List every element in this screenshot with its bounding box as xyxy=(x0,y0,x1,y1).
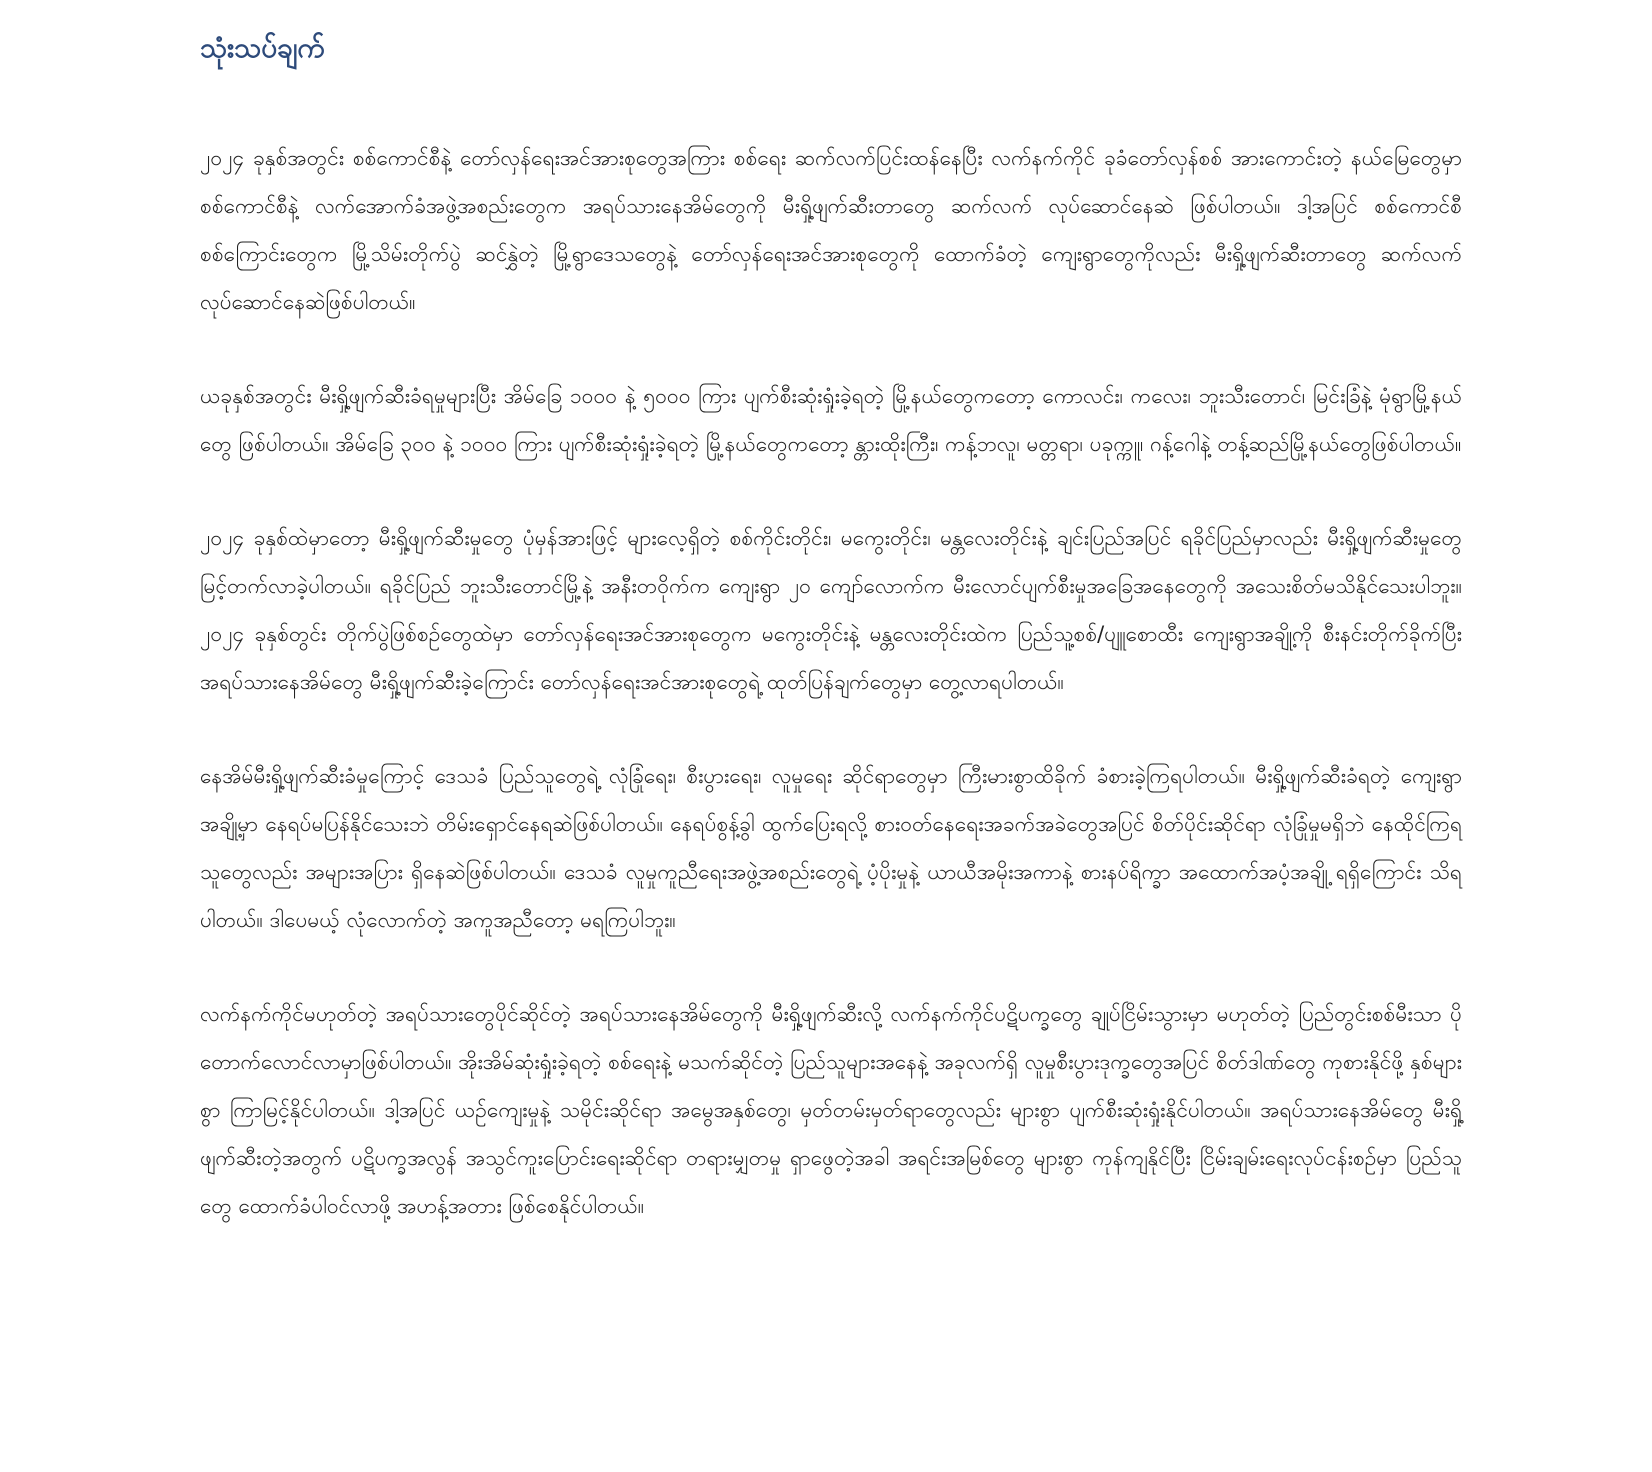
paragraph-1: ၂၀၂၄ ခုနှစ်အတွင်း စစ်ကောင်စီနဲ့ တော်လှန်ရေးအင်အားစုတွေအကြား စစ်ရေး ဆက်လက်ပြင်းထန်နေပြီး လက်နက်ကိုင် ခုခံတော်လှန်စစ် အားကောင်းတဲ့ နယ်မြေတွေမှာ စစ်ကောင်စီနဲ့ လက်အောက်ခံအဖွဲ့အစည်းတွေက အရပ်သားနေအိမ်တွေကို မီးရှို့ဖျက်ဆီးတာတွေ ဆက်လက် လုပ်ဆောင်နေဆဲ ဖြစ်ပါတယ်။ ဒါ့အပြင် စစ်ကောင်စီစစ်ကြောင်းတွေက မြို့သိမ်းတိုက်ပွဲ ဆင်နွှဲတဲ့ မြို့ရွာဒေသတွေနဲ့ တော်လှန်ရေးအင်အားစုတွေကို ထောက်ခံတဲ့ ကျေးရွာတွေကိုလည်း မီးရှို့ဖျက်ဆီးတာတွေ ဆက်လက် လုပ်ဆောင်နေဆဲဖြစ်ပါတယ်။ xyxy=(200,146,1462,314)
paragraph-4: နေအိမ်မီးရှို့ဖျက်ဆီးခံမှုကြောင့် ဒေသခံ ပြည်သူတွေရဲ့ လုံခြုံရေး၊ စီးပွားရေး၊ လူမှုရေး ဆိုင်ရာတွေမှာ ကြီးမားစွာထိခိုက် ခံစားခဲ့ကြရပါတယ်။ မီးရှို့ဖျက်ဆီးခံရတဲ့ ကျေးရွာအချို့မှာ နေရပ်မပြန်နိုင်သေးဘဲ တိမ်းရှောင်နေရဆဲဖြစ်ပါတယ်။ နေရပ်စွန့်ခွါ ထွက်ပြေးရလို့ စားဝတ်နေရေးအခက်အခဲတွေအပြင် စိတ်ပိုင်းဆိုင်ရာ လုံခြုံမှုမရှိဘဲ နေထိုင်ကြရသူတွေလည်း အများအပြား ရှိနေဆဲဖြစ်ပါတယ်။ ဒေသခံ လူမှုကူညီရေးအဖွဲ့အစည်းတွေရဲ့ ပံ့ပိုးမှုနဲ့ ယာယီအမိုးအကာနဲ့ စားနပ်ရိက္ခာ အထောက်အပံ့အချို့ ရရှိကြောင်း သိရပါတယ်။ ဒါပေမယ့် လုံလောက်တဲ့ အကူအညီတော့ မရကြပါဘူး။ xyxy=(200,764,1462,932)
paragraph-3: ၂၀၂၄ ခုနှစ်ထဲမှာတော့ မီးရှို့ဖျက်ဆီးမှုတွေ ပုံမှန်အားဖြင့် များလေ့ရှိတဲ့ စစ်ကိုင်းတိုင်း၊ မကွေးတိုင်း၊ မန္တလေးတိုင်းနဲ့ ချင်းပြည်အပြင် ရခိုင်ပြည်မှာလည်း မီးရှို့ဖျက်ဆီးမှုတွေ မြင့်တက်လာခဲ့ပါတယ်။ ရခိုင်ပြည် ဘူးသီးတောင်မြို့နဲ့ အနီးတဝိုက်က ကျေးရွာ ၂၀ ကျော်လောက်က မီးလောင်ပျက်စီးမှုအခြေအနေတွေကို အသေးစိတ်မသိနိုင်သေးပါဘူး။ ၂၀၂၄ ခုနှစ်တွင်း တိုက်ပွဲဖြစ်စဉ်တွေထဲမှာ တော်လှန်ရေးအင်အားစုတွေက မကွေးတိုင်းနဲ့ မန္တလေးတိုင်းထဲက ပြည်သူ့စစ်/ပျူစောထီး ကျေးရွာအချို့ကို စီးနင်းတိုက်ခိုက်ပြီး အရပ်သားနေအိမ်တွေ မီးရှို့ဖျက်ဆီးခဲ့ကြောင်း တော်လှန်ရေးအင်အားစုတွေရဲ့ ထုတ်ပြန်ချက်တွေမှာ တွေ့လာရပါတယ်။ xyxy=(200,526,1462,694)
paragraph-2: ယခုနှစ်အတွင်း မီးရှို့ဖျက်ဆီးခံရမှုများပြီး အိမ်ခြေ ၁၀၀၀ နဲ့ ၅၀၀၀ ကြား ပျက်စီးဆုံးရှုံးခဲ့ရတဲ့ မြို့နယ်တွေကတော့ ကောလင်း၊ ကလေး၊ ဘူးသီးတောင်၊ မြင်းခြံနဲ့ မုံရွာမြို့နယ်တွေ ဖြစ်ပါတယ်။ အိမ်ခြေ ၃၀၀ နဲ့ ၁၀၀၀ ကြား ပျက်စီးဆုံးရှုံးခဲ့ရတဲ့ မြို့နယ်တွေကတော့ န္တားထိုးကြီး၊ ကန့်ဘလူ၊ မတ္တရာ၊ ပခုက္ကူ၊ ဂန့်ဂေါနဲ့ တန့်ဆည်မြို့နယ်တွေဖြစ်ပါတယ်။ xyxy=(200,384,1462,456)
section-heading: သုံးသပ်ချက် xyxy=(200,31,325,64)
paragraph-5: လက်နက်ကိုင်မဟုတ်တဲ့ အရပ်သားတွေပိုင်ဆိုင်တဲ့ အရပ်သားနေအိမ်တွေကို မီးရှို့ဖျက်ဆီးလို့ လက်နက်ကိုင်ပဋိပက္ခတွေ ချုပ်ငြိမ်းသွားမှာ မဟုတ်တဲ့ ပြည်တွင်းစစ်မီးသာ ပိုတောက်လောင်လာမှာဖြစ်ပါတယ်။ အိုးအိမ်ဆုံးရှုံးခဲ့ရတဲ့ စစ်ရေးနဲ့ မသက်ဆိုင်တဲ့ ပြည်သူများအနေနဲ့ အခုလက်ရှိ လူမှုစီးပွားဒုက္ခတွေအပြင် စိတ်ဒါဏ်တွေ ကုစားနိုင်ဖို့ နှစ်များစွာ ကြာမြင့်နိုင်ပါတယ်။ ဒါ့အပြင် ယဉ်ကျေးမှုနဲ့ သမိုင်းဆိုင်ရာ အမွေအနှစ်တွေ၊ မှတ်တမ်းမှတ်ရာတွေလည်း များစွာ ပျက်စီးဆုံးရှုံးနိုင်ပါတယ်။ အရပ်သားနေအိမ်တွေ မီးရှို့ဖျက်ဆီးတဲ့အတွက် ပဋိပက္ခအလွန် အသွင်ကူးပြောင်းရေးဆိုင်ရာ တရားမျှတမှု ရှာဖွေတဲ့အခါ အရင်းအမြစ်တွေ များစွာ ကုန်ကျနိုင်ပြီး ငြိမ်းချမ်းရေးလုပ်ငန်းစဉ်မှာ ပြည်သူတွေ ထောက်ခံပါဝင်လာဖို့ အဟန့်အတား ဖြစ်စေနိုင်ပါတယ်။ xyxy=(200,1002,1462,1218)
document-page xyxy=(200,22,1462,1276)
